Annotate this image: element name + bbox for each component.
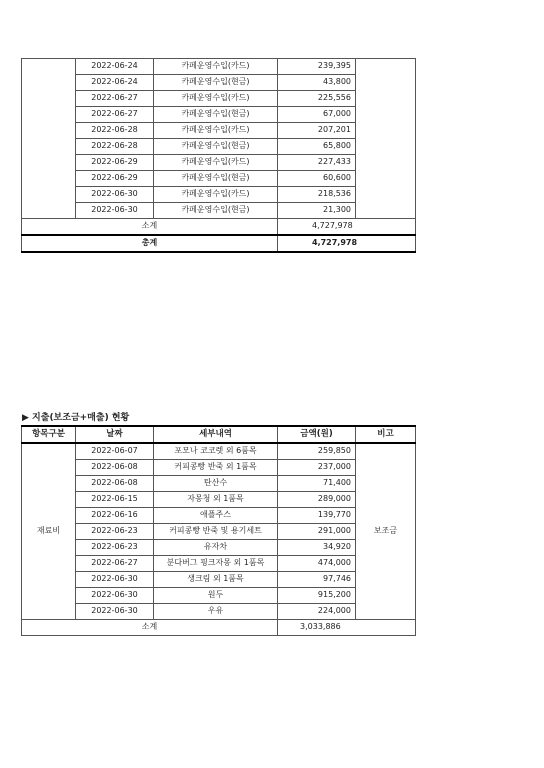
income-desc: 카페운영수입(현금) bbox=[154, 203, 278, 219]
expense-detail: 자몽청 외 1품목 bbox=[154, 492, 278, 508]
income-desc: 카페운영수입(카드) bbox=[154, 59, 278, 75]
income-desc: 카페운영수입(현금) bbox=[154, 139, 278, 155]
expense-amount: 224,000 bbox=[278, 604, 356, 620]
income-table-body bbox=[22, 59, 416, 219]
income-desc: 카페운영수입(현금) bbox=[154, 75, 278, 91]
income-total-row bbox=[22, 235, 416, 252]
expense-category: 재료비 bbox=[22, 443, 76, 620]
income-amount: 21,300 bbox=[278, 203, 356, 219]
expense-date: 2022-06-30 bbox=[76, 604, 154, 620]
income-table bbox=[21, 58, 416, 253]
expense-date: 2022-06-27 bbox=[76, 556, 154, 572]
income-amount: 207,201 bbox=[278, 123, 356, 139]
expense-detail: 원두 bbox=[154, 588, 278, 604]
expense-subtotal-value: 3,033,886 bbox=[278, 620, 416, 636]
income-desc: 카페운영수입(카드) bbox=[154, 123, 278, 139]
income-desc: 카페운영수입(현금) bbox=[154, 171, 278, 187]
income-date: 2022-06-29 bbox=[76, 155, 154, 171]
expense-table bbox=[21, 425, 416, 636]
income-date: 2022-06-30 bbox=[76, 187, 154, 203]
income-subtotal-label: 소계 bbox=[22, 219, 278, 236]
expense-date: 2022-06-07 bbox=[76, 443, 154, 460]
income-note-cell bbox=[356, 59, 416, 219]
expense-date: 2022-06-23 bbox=[76, 540, 154, 556]
expense-detail: 유자차 bbox=[154, 540, 278, 556]
expense-amount: 259,850 bbox=[278, 443, 356, 460]
expense-section-title: ▶ 지출(보조금+매출) 현황 bbox=[22, 413, 130, 423]
income-amount: 218,536 bbox=[278, 187, 356, 203]
expense-detail: 탄산수 bbox=[154, 476, 278, 492]
expense-detail: 포모나 코코렛 외 6품목 bbox=[154, 443, 278, 460]
income-date: 2022-06-28 bbox=[76, 139, 154, 155]
expense-date: 2022-06-16 bbox=[76, 508, 154, 524]
expense-header-row bbox=[22, 426, 416, 443]
expense-subtotal-row bbox=[22, 620, 416, 636]
expense-date: 2022-06-23 bbox=[76, 524, 154, 540]
expense-amount: 291,000 bbox=[278, 524, 356, 540]
expense-date: 2022-06-30 bbox=[76, 588, 154, 604]
expense-amount: 34,920 bbox=[278, 540, 356, 556]
expense-detail: 우유 bbox=[154, 604, 278, 620]
income-desc: 카페운영수입(현금) bbox=[154, 107, 278, 123]
expense-detail: 생크림 외 1품목 bbox=[154, 572, 278, 588]
expense-amount: 474,000 bbox=[278, 556, 356, 572]
income-amount: 227,433 bbox=[278, 155, 356, 171]
header-note: 비고 bbox=[356, 426, 416, 443]
expense-amount: 139,770 bbox=[278, 508, 356, 524]
income-amount: 43,800 bbox=[278, 75, 356, 91]
income-amount: 60,600 bbox=[278, 171, 356, 187]
income-category-cell bbox=[22, 59, 76, 219]
income-amount: 65,800 bbox=[278, 139, 356, 155]
income-amount: 239,395 bbox=[278, 59, 356, 75]
expense-amount: 237,000 bbox=[278, 460, 356, 476]
income-date: 2022-06-30 bbox=[76, 203, 154, 219]
income-total-label: 총계 bbox=[22, 235, 278, 252]
header-date: 날짜 bbox=[76, 426, 154, 443]
income-date: 2022-06-29 bbox=[76, 171, 154, 187]
header-detail: 세부내역 bbox=[154, 426, 278, 443]
expense-amount: 97,746 bbox=[278, 572, 356, 588]
expense-subtotal-label: 소계 bbox=[22, 620, 278, 636]
expense-table-body bbox=[22, 443, 416, 620]
income-date: 2022-06-24 bbox=[76, 75, 154, 91]
expense-detail: 커피콩빵 반죽 외 1품목 bbox=[154, 460, 278, 476]
expense-row bbox=[22, 443, 416, 460]
income-amount: 225,556 bbox=[278, 91, 356, 107]
income-date: 2022-06-27 bbox=[76, 107, 154, 123]
income-desc: 카페운영수입(카드) bbox=[154, 91, 278, 107]
income-date: 2022-06-27 bbox=[76, 91, 154, 107]
expense-detail: 애플주스 bbox=[154, 508, 278, 524]
income-total-value: 4,727,978 bbox=[278, 235, 416, 252]
expense-amount: 289,000 bbox=[278, 492, 356, 508]
income-date: 2022-06-28 bbox=[76, 123, 154, 139]
expense-date: 2022-06-08 bbox=[76, 476, 154, 492]
expense-detail: 커피콩빵 반죽 및 용기세트 bbox=[154, 524, 278, 540]
expense-amount: 915,200 bbox=[278, 588, 356, 604]
header-amount: 금액(원) bbox=[278, 426, 356, 443]
expense-date: 2022-06-15 bbox=[76, 492, 154, 508]
income-desc: 카페운영수입(카드) bbox=[154, 187, 278, 203]
expense-date: 2022-06-08 bbox=[76, 460, 154, 476]
income-date: 2022-06-24 bbox=[76, 59, 154, 75]
expense-amount: 71,400 bbox=[278, 476, 356, 492]
expense-note: 보조금 bbox=[356, 443, 416, 620]
income-subtotal-value: 4,727,978 bbox=[278, 219, 416, 236]
expense-date: 2022-06-30 bbox=[76, 572, 154, 588]
income-desc: 카페운영수입(카드) bbox=[154, 155, 278, 171]
income-amount: 67,000 bbox=[278, 107, 356, 123]
header-category: 항목구분 bbox=[22, 426, 76, 443]
expense-detail: 분다버그 핑크자몽 외 1품목 bbox=[154, 556, 278, 572]
income-subtotal-row bbox=[22, 219, 416, 236]
income-row bbox=[22, 59, 416, 75]
